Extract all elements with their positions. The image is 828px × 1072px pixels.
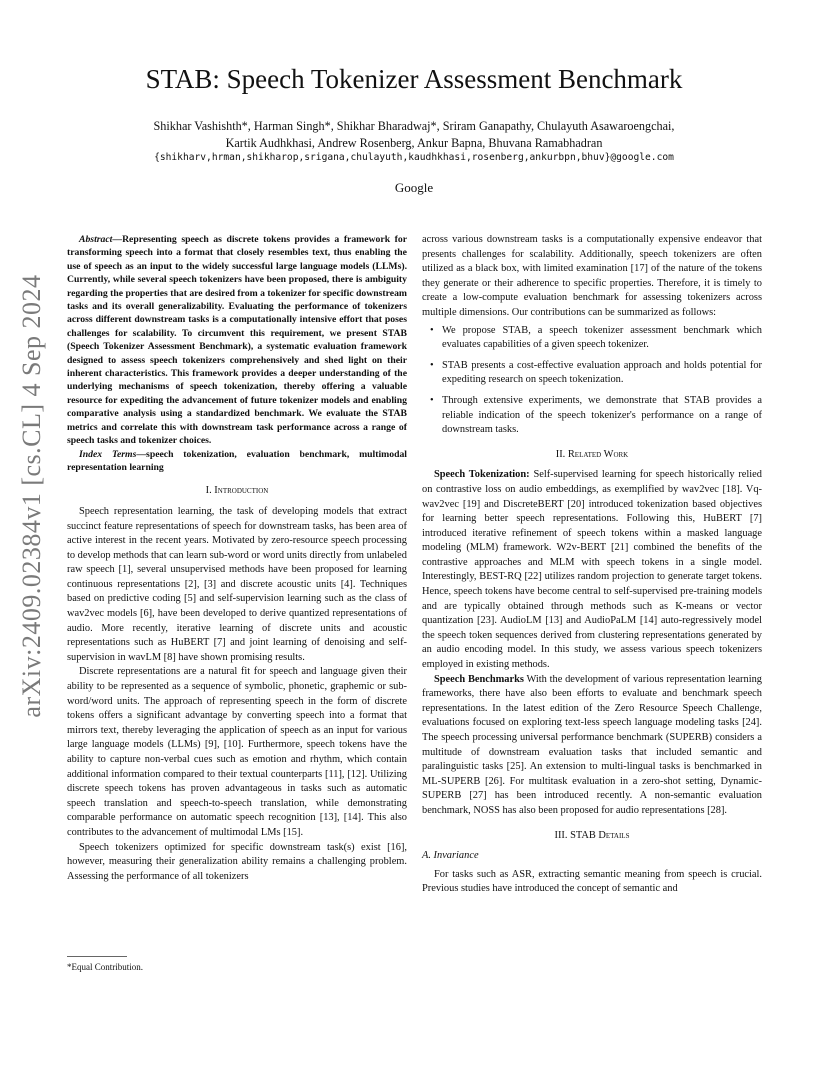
- affiliation: Google: [394, 180, 434, 195]
- abstract-text: —Representing speech as discrete tokens provides a framework for transforming speech into a format that closely resembles text, thus enabling the use of speech as an input to the widely successful large language models (LLMs). Currently, while several speech tokenizers have been proposed, there is ambiguity regarding the properties that are desired from a tokenizer for specific downstream tasks and its overall generalizability. Evaluating the performance of tokenizers across different downstream tasks is a computationally intensive effort that poses challenges for scalability. To circumvent this requirement, we present STAB (Speech Tokenizer Assessment Benchmark), a systematic evaluation framework designed to assess speech tokenizers comprehensively and shed light on their inherent characteristics. This framework provides a deeper understanding of the underlying mechanisms of speech tokenization, thereby offering a valuable resource for expediting the advancement of future tokenizer models and enabling comparative analysis using a standardized benchmark. We evaluate the STAB metrics and correlate this with downstream task performance across a range of speech tasks and tokenizer choices.: [67, 234, 407, 447]
- paper-title: STAB: Speech Tokenizer Assessment Benchmark: [145, 64, 683, 94]
- footnote-rule: [67, 956, 127, 957]
- abstract-label: Abstract: [79, 234, 113, 245]
- intro-paragraph-1: Speech representation learning, the task of developing models that extract succinct feature representations of speech for downstream tasks, has been area of active interest in the recent years. Motivated by zero-resource speech processing to develop methods that can learn sub-word or word units directly from unlabeled raw speech [1], several unsupervised methods have been proposed for learning continuous representations [2], [3] and discrete acoustic units [4]. Techniques based on predictive coding [5] and self-supervision learning such as the class of wav2vec models [6], have been developed to derive quantized representations of audio. More recently, iterative learning of discrete units and acoustic representations such as HuBERT [7] and joint learning of denoising and self-supervision in wavLM [8] have shown promising results.: [67, 505, 407, 663]
- index-terms: [67, 448, 407, 475]
- section-heading-introduction: I. Introduction: [205, 485, 269, 497]
- intro-paragraph-2: Discrete representations are a natural fit for speech and language given their ability to be represented as a sequence of symbolic, phonetic, graphemic or sub-word/word units. The approach of representing speech in the form of discrete tokens offers a significant advantage by converting speech into a format that mirrors text, thereby leveraging the application of speech as an input for various large language models (LLMs) [9], [10]. Furthermore, speech tokens have the ability to capture non-verbal cues such as emotion and rhythm, which contain additional information compared to their textual counterparts [11], [12]. Utilizing discrete speech tokens has proven advantageous in tasks such as automatic speech translation and speech-to-speech translation, while demonstrating comparable performance on automatic speech recognition [13], [14]. This also contributes to the advancement of multimodal LMs [15].: [67, 666, 407, 838]
- abstract: [67, 233, 407, 448]
- contribution-item: • Through extensive experiments, we demonstrate that STAB provides a reliable indication of the speech tokenizer's performance on a range of downstream tasks.: [434, 394, 762, 438]
- author-emails: {shikharv,hrman,shikharop,srigana,chulayuth,kaudhkhasi,rosenberg,ankurbpn,bhuv}@google.com: [154, 152, 674, 163]
- section-heading-stab-details: III. STAB Details: [554, 829, 630, 841]
- subsection-heading-invariance: A. Invariance: [422, 850, 479, 862]
- index-terms-label: Index Terms: [79, 448, 137, 460]
- contribution-item: • STAB presents a cost-effective evaluation approach and holds potential for expediting research on speech tokenization.: [434, 359, 762, 388]
- speech-benchmarks-paragraph: [422, 673, 762, 819]
- author-list: [90, 118, 738, 152]
- contribution-list: [422, 324, 762, 438]
- speech-tokenization-paragraph: [422, 468, 762, 672]
- index-terms-text: —speech tokenization, evaluation benchmark, multimodal representation learning: [67, 448, 407, 473]
- section-heading-related-work: II. Related Work: [555, 448, 629, 460]
- speech-benchmarks-lead: Speech Benchmarks: [434, 673, 524, 685]
- speech-tokenization-text: Self-supervised learning for speech historically relied on contrastive loss on audio embeddings, as exemplified by wav2vec [18]. Vq-wav2vec [19] and DiscreteBERT [20] introduced tokenization based objectives for learning better speech representations. Following this, HuBERT [7] introduced iterative refinement of speech tokens within a masked language modeling (MLM) framework. W2v-BERT [21] combined the benefits of the contrastive approaches and MLM with speech tokens in a single model. Interestingly, BEST-RQ [22] utilizes random projection to generate target tokens. Hence, speech tokens have become central to self-supervised pre-training models and are typically obtained through methods such as K-means or vector quantization [23]. AudioLM [13] and AudioPaLM [14] auto-regressively model the speech token sequences derived from clustering representations generated by an audio encoding model. In this study, we assess various speech tokenizers employed in existing methods.: [422, 469, 762, 671]
- arxiv-sidebar: [4, 274, 60, 718]
- footnote: *Equal Contribution.: [67, 962, 143, 972]
- authors-line-2: Kartik Audhkhasi, Andrew Rosenberg, Ankur Bapna, Bhuvana Ramabhadran: [225, 136, 603, 150]
- contribution-item: • We propose STAB, a speech tokenizer assessment benchmark which evaluates capabilities of a given speech tokenizer.: [434, 324, 762, 353]
- right-column: [422, 233, 762, 897]
- arxiv-stamp: arXiv:2409.02384v1 [cs.CL] 4 Sep 2024: [17, 274, 46, 718]
- intro-paragraph-continued: across various downstream tasks is a computationally expensive endeavor that presents challenges for scalability. Additionally, speech tokenizers are often utilized as a black box, with limited examination [17] of the nature of the tokens they generate or their adherence to specific properties. Therefore, it is timely to create a low-compute evaluation benchmark for assessing tokenizers across multiple dimensions. Our contributions can be summarized as follows:: [422, 234, 762, 318]
- invariance-paragraph: For tasks such as ASR, extracting semantic meaning from speech is crucial. Previous studies have introduced the concept of semantic and: [422, 868, 762, 895]
- left-column: [67, 233, 407, 884]
- speech-tokenization-lead: Speech Tokenization:: [434, 469, 530, 481]
- intro-paragraph-3: Speech tokenizers optimized for specific downstream task(s) exist [16], however, measuring their generalization ability remains a challenging problem. Assessing the performance of all tokenizers: [67, 841, 407, 882]
- speech-benchmarks-text: With the development of various representation learning frameworks, there have also been efforts to evaluate and benchmark speech representations. In the latest edition of the Zero Resource Speech Challenge, evaluations focused on exploring text-less speech language modeling tasks [24]. The speech processing universal performance benchmark (SUPERB) considers a multitude of downstream evaluation tasks that included semantic and paralinguistic tasks [25]. An extension to multi-lingual tasks is benchmarked in ML-SUPERB [26]. For multitask evaluation in a zero-shot setting, Dynamic-SUPERB [27] has been introduced recently. A non-semantic evaluation benchmark, NOSS has also been proposed for audio representations [28].: [422, 673, 762, 816]
- authors-line-1: Shikhar Vashishth*, Harman Singh*, Shikhar Bharadwaj*, Sriram Ganapathy, Chulayuth Asawaroengchai,: [153, 119, 675, 133]
